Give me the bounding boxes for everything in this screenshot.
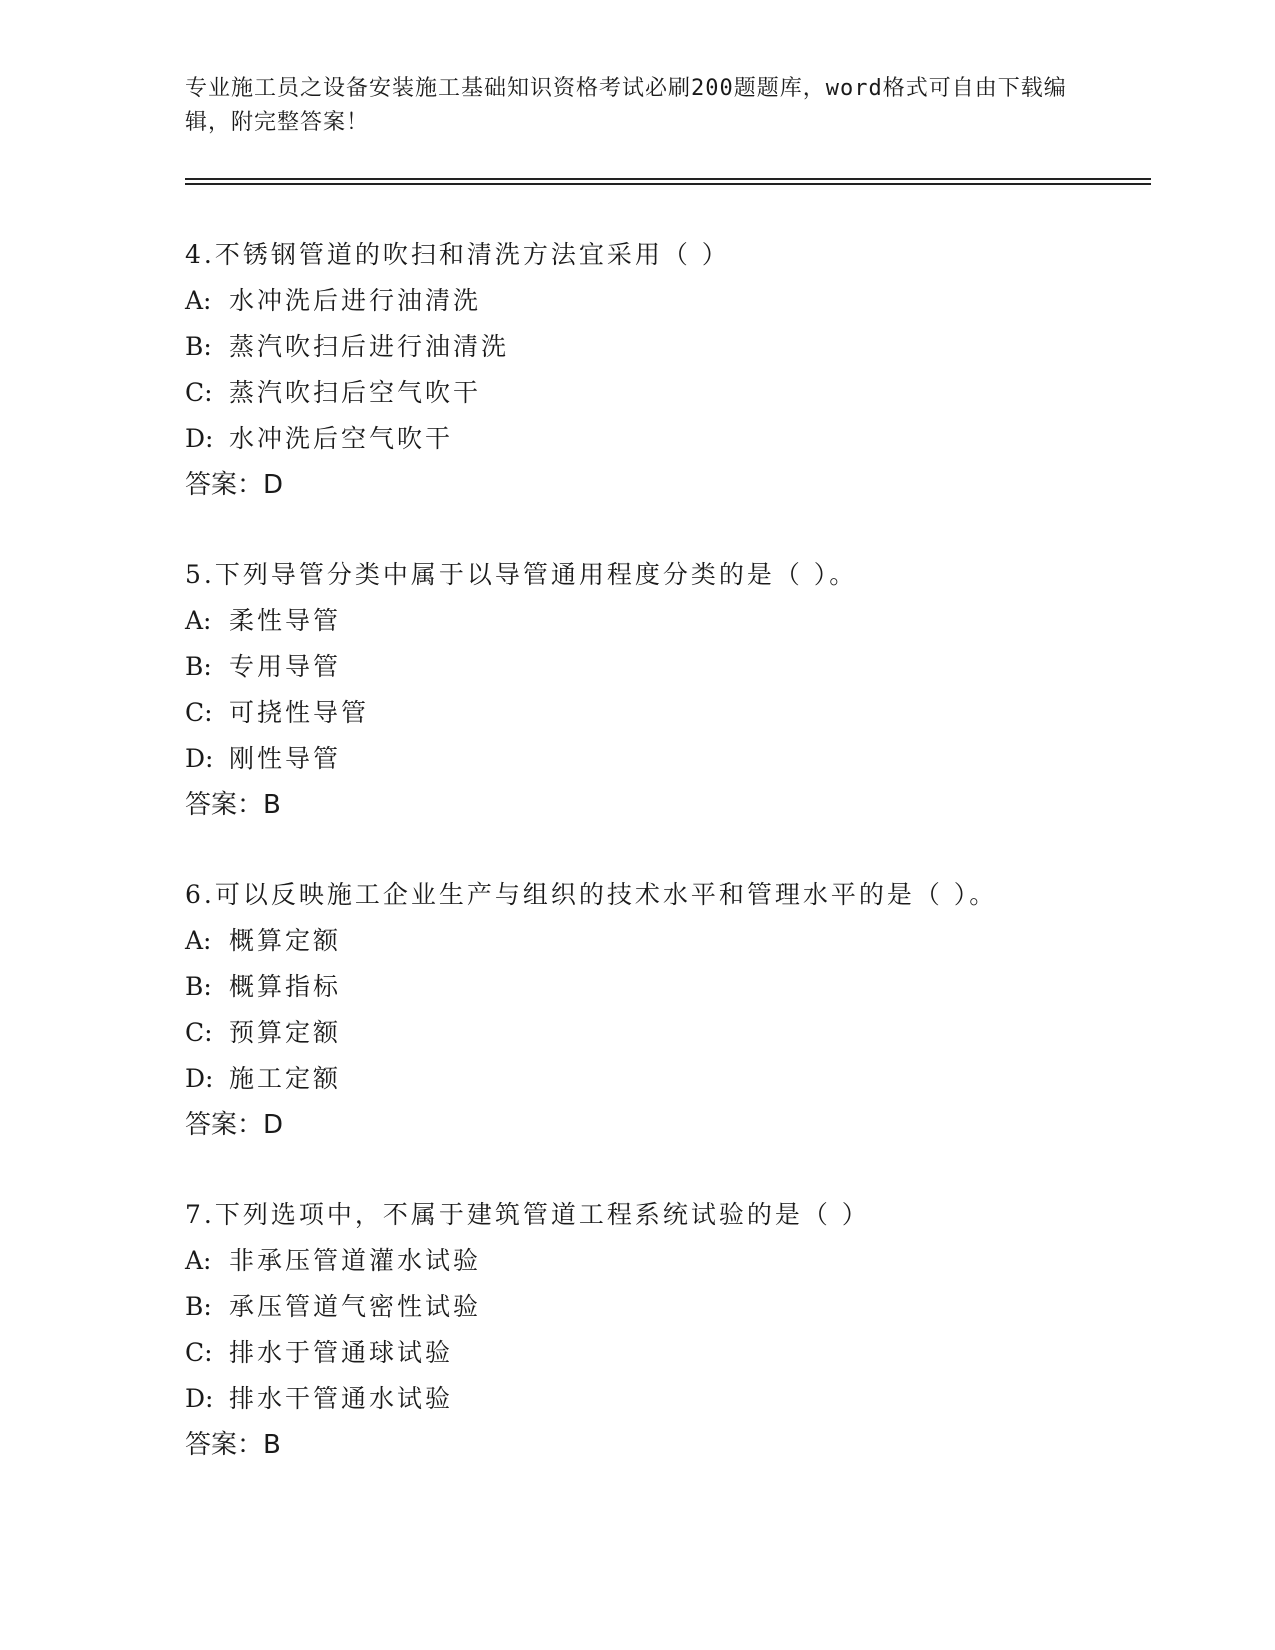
option-text: 蒸汽吹扫后进行油清洗 [229, 332, 510, 361]
answer-line: 答案：B [185, 790, 281, 820]
option-key: B: [185, 332, 212, 361]
question-block [185, 872, 1145, 1148]
question-block [185, 232, 1145, 508]
option-d [185, 736, 1145, 782]
option-key: C: [185, 698, 213, 727]
option-key: D: [185, 1384, 214, 1413]
option-b [185, 644, 1145, 690]
option-text: 水冲洗后进行油清洗 [229, 286, 482, 315]
option-a [185, 918, 1145, 964]
question-stem: 5.下列导管分类中属于以导管通用程度分类的是（ ）。 [185, 560, 858, 589]
option-text: 水冲洗后空气吹干 [229, 424, 454, 453]
option-key: B: [185, 1292, 212, 1321]
option-text: 非承压管道灌水试验 [229, 1246, 482, 1275]
option-key: A: [185, 1246, 212, 1275]
question-stem: 6.可以反映施工企业生产与组织的技术水平和管理水平的是（ ）。 [185, 880, 998, 909]
option-text: 可挠性导管 [229, 698, 370, 727]
option-a [185, 1238, 1145, 1284]
header-divider-bottom [185, 183, 1151, 185]
document-header: 专业施工员之设备安装施工基础知识资格考试必刷200题题库，word格式可自由下载编辑，附完整答案！ [185, 76, 1067, 135]
option-key: C: [185, 1338, 213, 1367]
option-c [185, 690, 1145, 736]
option-key: D: [185, 744, 214, 773]
option-text: 专用导管 [229, 652, 342, 681]
option-text: 预算定额 [229, 1018, 342, 1047]
option-c [185, 1010, 1145, 1056]
header-divider-top [185, 178, 1151, 180]
option-key: A: [185, 286, 212, 315]
option-d [185, 1376, 1145, 1422]
option-key: A: [185, 926, 212, 955]
option-text: 柔性导管 [229, 606, 342, 635]
question-stem: 7.下列选项中，不属于建筑管道工程系统试验的是（ ） [185, 1200, 870, 1229]
option-text: 概算定额 [229, 926, 342, 955]
question-block [185, 552, 1145, 828]
option-key: B: [185, 652, 212, 681]
option-key: D: [185, 424, 214, 453]
option-text: 概算指标 [229, 972, 342, 1001]
option-c [185, 1330, 1145, 1376]
option-key: D: [185, 1064, 214, 1093]
option-key: C: [185, 378, 213, 407]
option-b [185, 324, 1145, 370]
option-d [185, 1056, 1145, 1102]
option-d [185, 416, 1145, 462]
option-b [185, 1284, 1145, 1330]
option-text: 排水于管通球试验 [229, 1338, 454, 1367]
option-text: 蒸汽吹扫后空气吹干 [229, 378, 482, 407]
option-text: 刚性导管 [229, 744, 342, 773]
answer-line: 答案：D [185, 470, 284, 500]
option-b [185, 964, 1145, 1010]
answer-line: 答案：B [185, 1430, 281, 1460]
option-key: A: [185, 606, 212, 635]
option-text: 施工定额 [229, 1064, 342, 1093]
option-text: 排水干管通水试验 [229, 1384, 454, 1413]
question-block [185, 1192, 1145, 1468]
option-a [185, 598, 1145, 644]
question-stem: 4.不锈钢管道的吹扫和清洗方法宜采用（ ） [185, 240, 730, 269]
option-a [185, 278, 1145, 324]
answer-line: 答案：D [185, 1110, 284, 1140]
option-key: B: [185, 972, 212, 1001]
option-key: C: [185, 1018, 213, 1047]
option-c [185, 370, 1145, 416]
option-text: 承压管道气密性试验 [229, 1292, 482, 1321]
